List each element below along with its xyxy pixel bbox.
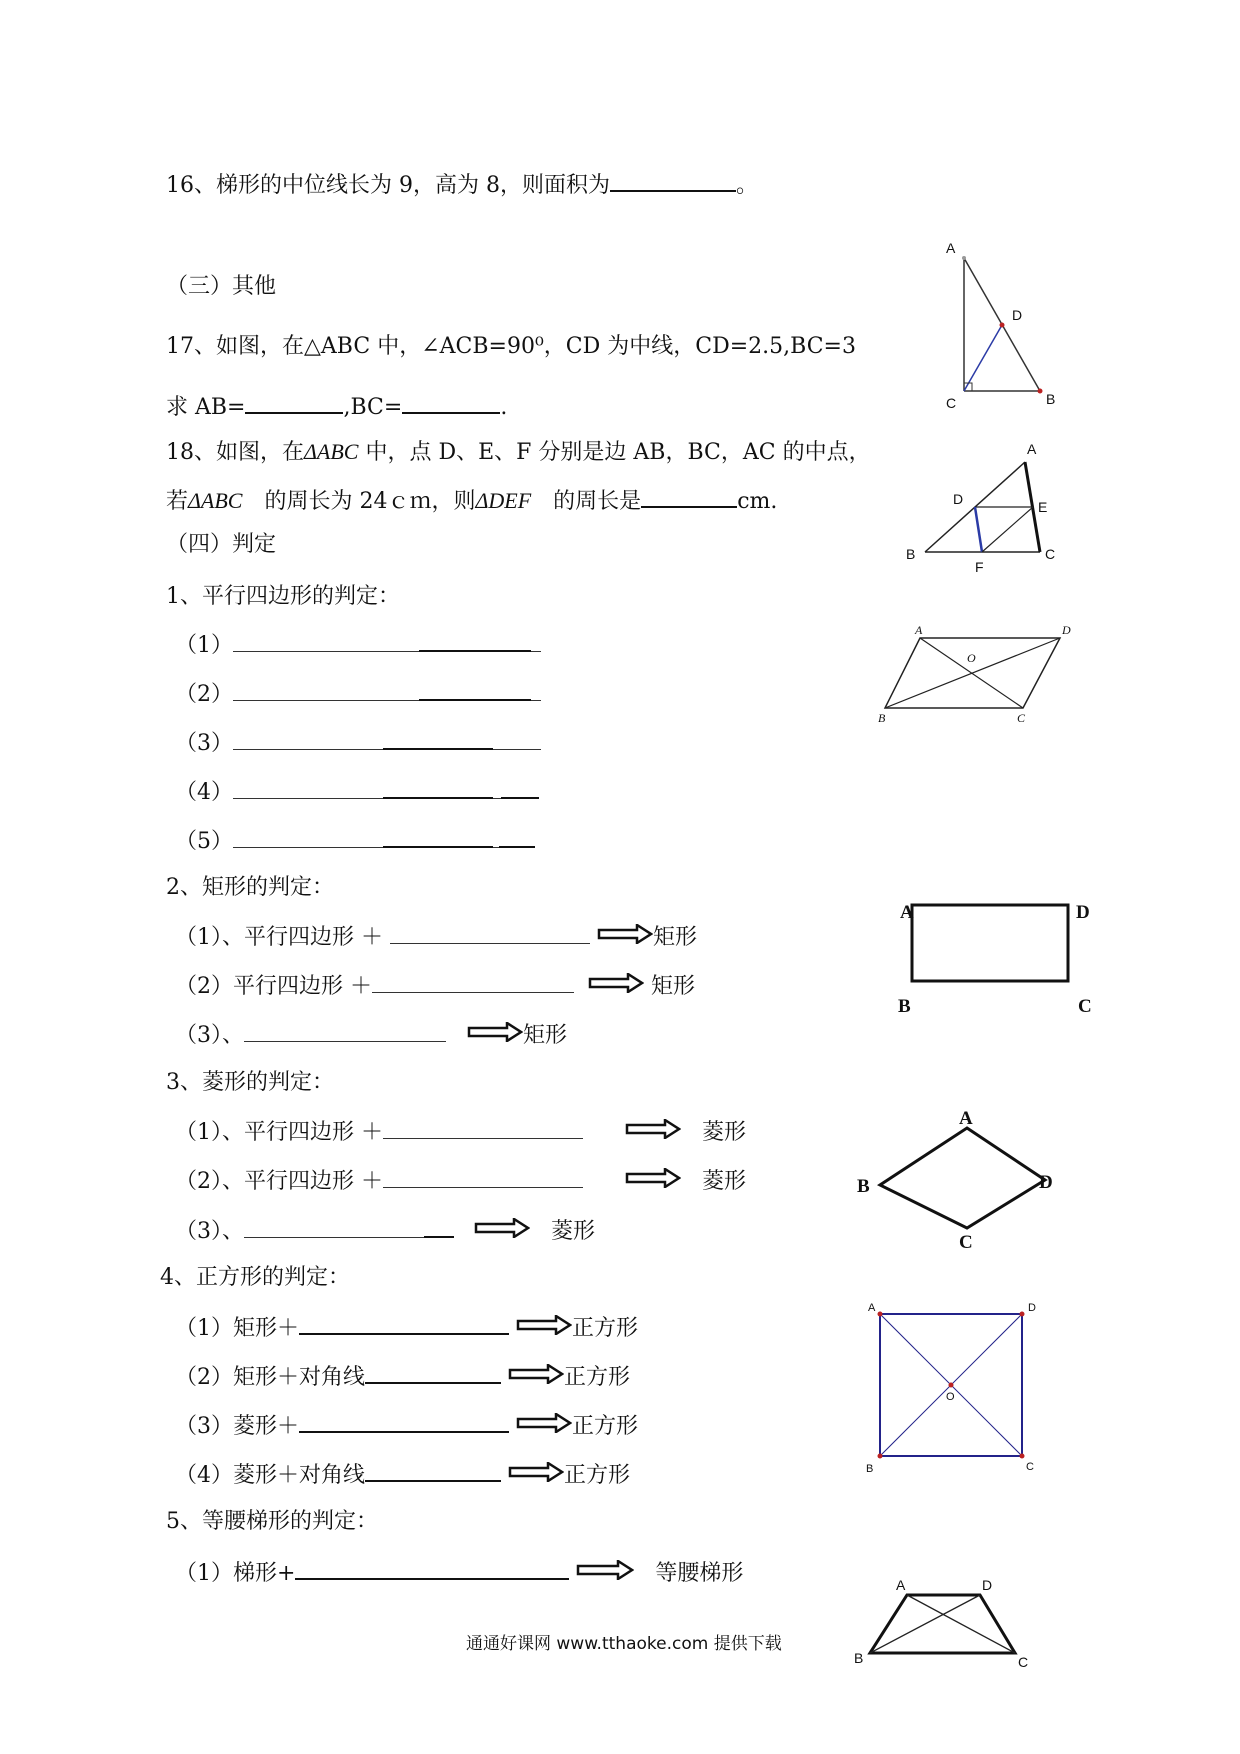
rhombus-label-a: A [959,1108,973,1129]
p3-item-2-label: （2）、平行四边形 ＋ [175,1169,383,1194]
rhombus-figure [855,1110,1075,1256]
rect-label-d: D [1076,902,1090,923]
q17-line-1: 17、如图，在△ABC 中，∠ACB=90⁰，CD 为中线，CD=2.5,BC=3 [166,334,856,359]
p3-item-3-label: （3）、 [175,1219,244,1244]
p2-item-3 [175,1019,567,1051]
rect-label-b: B [898,996,911,1017]
right-arrow-icon [588,972,644,1002]
p1-item-5-label: （5） [175,829,233,854]
p4-item-2-result: 正方形 [564,1365,631,1390]
q17-bc-blank[interactable] [402,390,500,414]
p3-item-3-blank-a[interactable] [244,1215,424,1238]
p2-title: 2、矩形的判定： [166,875,334,900]
p3-item-1-label: （1）、平行四边形 ＋ [175,1120,383,1145]
p1-item-5-blank-a[interactable] [233,825,383,848]
square-label-o: O [946,1391,955,1403]
p1-item-4-blank-c [501,775,539,799]
p1-item-2-blank-c [531,678,541,701]
q18-line-2 [166,484,777,517]
q17-right-triangle-figure [940,238,1060,424]
q18-midpoint-triangle-figure [905,432,1085,578]
p5-item-1-blank[interactable] [295,1556,569,1580]
p4-item-3-result: 正方形 [572,1414,639,1439]
right-arrow-icon [597,923,653,953]
p2-item-1-label: （1）、平行四边形 ＋ [175,925,383,950]
q17-label-b: B [1046,391,1056,407]
p3-title: 3、菱形的判定： [166,1070,334,1095]
p4-item-1 [175,1311,638,1344]
p1-item-4-label: （4） [175,780,233,805]
q18-line-1 [166,437,871,468]
trap-label-a: A [896,1577,906,1593]
right-arrow-icon [467,1021,523,1051]
rectangle-figure [880,895,1120,1031]
q18-text-a: 18、如图，在 [166,440,304,465]
p1-item-3 [175,726,541,759]
square-figure [860,1300,1060,1486]
q18-answer-blank[interactable] [641,484,737,508]
p2-item-1-blank[interactable] [390,921,590,944]
q18-label-a: A [1027,441,1037,457]
p5-title: 5、等腰梯形的判定： [166,1509,378,1534]
p3-item-2-result: 菱形 [701,1169,746,1194]
square-label-d: D [1028,1302,1036,1314]
square-label-a: A [868,1302,876,1314]
question-16 [166,168,758,201]
right-arrow-icon [508,1461,564,1491]
p1-item-2-blank-b[interactable] [419,677,531,701]
q18-triangle-abc: ΔABC [304,439,359,464]
q17-label-a: A [946,240,956,256]
trap-label-c: C [1018,1654,1029,1670]
p2-item-2-result: 矩形 [651,974,696,999]
p2-item-3-blank[interactable] [244,1019,446,1042]
p4-item-2 [175,1360,630,1393]
p1-item-4-gap [493,776,501,799]
right-arrow-icon [625,1167,681,1197]
section-3-heading: （三）其他 [166,274,277,299]
p3-item-2-blank[interactable] [383,1165,583,1188]
rhombus-label-c: C [959,1232,973,1253]
p1-item-1-blank-a[interactable] [233,629,419,652]
p5-item-1 [175,1556,743,1589]
p1-item-2 [175,677,541,710]
parallelogram-figure [875,620,1075,736]
p3-item-2 [175,1165,746,1197]
p1-item-3-blank-b[interactable] [383,726,493,750]
rect-label-a: A [900,902,914,923]
p3-item-3-blank-b [424,1214,454,1238]
p4-item-4-label: （4）菱形＋对角线 [175,1463,365,1488]
para-label-b: B [878,711,886,725]
q18-label-e: E [1038,499,1048,515]
p4-item-3-blank[interactable] [299,1409,509,1433]
p3-item-1-result: 菱形 [701,1120,746,1145]
p5-item-1-result: 等腰梯形 [655,1561,744,1586]
section-4-heading: （四）判定 [166,532,277,557]
para-label-o: O [967,651,976,665]
p2-item-2 [175,970,695,1002]
p3-item-3-result: 菱形 [550,1219,595,1244]
right-arrow-icon [508,1363,564,1393]
q17-ab-blank[interactable] [245,390,343,414]
q17-label-d: D [1012,307,1023,323]
page-footer: 通通好课网 www.tthaoke.com 提供下载 [466,1634,782,1654]
trap-label-b: B [854,1650,864,1666]
p2-item-1 [175,921,697,953]
rhombus-label-b: B [857,1176,870,1197]
p1-item-4 [175,775,539,808]
p2-item-2-blank[interactable] [372,970,574,993]
p3-item-3 [175,1214,595,1247]
q16-text: 16、梯形的中位线长为 9，高为 8，则面积为 [166,173,610,198]
p3-item-1 [175,1116,746,1148]
q18-text-b: 中，点 D、E、F 分别是边 AB，BC，AC 的中点， [358,440,871,465]
right-arrow-icon [576,1559,634,1589]
p4-item-2-label: （2）矩形＋对角线 [175,1365,365,1390]
p4-item-1-result: 正方形 [572,1316,639,1341]
p2-item-3-label: （3）、 [175,1023,244,1048]
q16-end: 。 [735,173,758,198]
q18-text-c: 若 [166,489,189,514]
p4-item-3-label: （3）菱形＋ [175,1414,299,1439]
p4-item-4 [175,1458,630,1491]
q17-line-2 [166,390,507,423]
p4-item-4-result: 正方形 [564,1463,631,1488]
square-label-c: C [1026,1461,1034,1473]
q18-unit: cm. [737,489,778,514]
p2-item-3-result: 矩形 [522,1023,567,1048]
p1-item-1-label: （1） [175,633,233,658]
p1-item-5 [175,824,535,857]
q18-label-d: D [953,491,964,507]
p1-item-1-blank-c [531,629,541,652]
rhombus-label-d: D [1039,1172,1053,1193]
q18-text-e: 的周长是 [531,489,642,514]
p1-item-1-blank-b[interactable] [419,628,531,652]
para-label-c: C [1017,711,1026,725]
p1-item-3-label: （3） [175,731,233,756]
q18-label-b: B [906,546,916,562]
right-arrow-icon [516,1314,572,1344]
p2-item-2-label: （2）平行四边形 ＋ [175,974,372,999]
q17-label-c: C [946,395,957,411]
p1-item-3-blank-a[interactable] [233,727,383,750]
p4-item-3 [175,1409,638,1442]
q18-text-d: 的周长为 24ｃｍ，则 [242,489,476,514]
trap-label-d: D [982,1577,993,1593]
p4-title: 4、正方形的判定： [160,1265,350,1290]
square-label-b: B [866,1463,874,1475]
p1-item-5-blank-c [499,824,535,848]
p1-item-4-blank-a[interactable] [233,776,383,799]
right-arrow-icon [516,1412,572,1442]
p3-item-1-blank[interactable] [383,1116,583,1139]
p1-item-2-blank-a[interactable] [233,678,419,701]
p1-item-1 [175,628,541,661]
q16-answer-blank[interactable] [610,168,736,192]
q17-ab-label: 求 AB= [166,395,246,420]
p1-item-4-blank-b[interactable] [383,775,493,799]
p1-title: 1、平行四边形的判定： [166,584,400,609]
q17-bc-label: ,BC= [343,395,403,420]
para-label-a: A [915,623,923,637]
p1-item-5-blank-b[interactable] [383,824,493,848]
p4-item-1-label: （1）矩形＋ [175,1316,299,1341]
p4-item-1-blank[interactable] [299,1311,509,1335]
p2-item-1-result: 矩形 [653,925,698,950]
right-arrow-icon [625,1118,681,1148]
p1-item-3-blank-c [493,727,541,750]
q17-period: . [500,395,508,420]
rect-label-c: C [1078,996,1092,1017]
p5-item-1-label: （1）梯形+ [175,1561,296,1586]
right-arrow-icon [474,1217,530,1247]
q18-label-c: C [1045,546,1056,562]
q18-triangle-abc-2: ΔABC [188,488,243,513]
p4-item-2-blank[interactable] [365,1360,501,1384]
q18-label-f: F [975,559,984,575]
para-label-d: D [1062,623,1071,637]
p1-item-2-label: （2） [175,682,233,707]
isosceles-trapezoid-figure [850,1575,1050,1681]
q18-triangle-def: ΔDEF [475,488,532,513]
p4-item-4-blank[interactable] [365,1458,501,1482]
